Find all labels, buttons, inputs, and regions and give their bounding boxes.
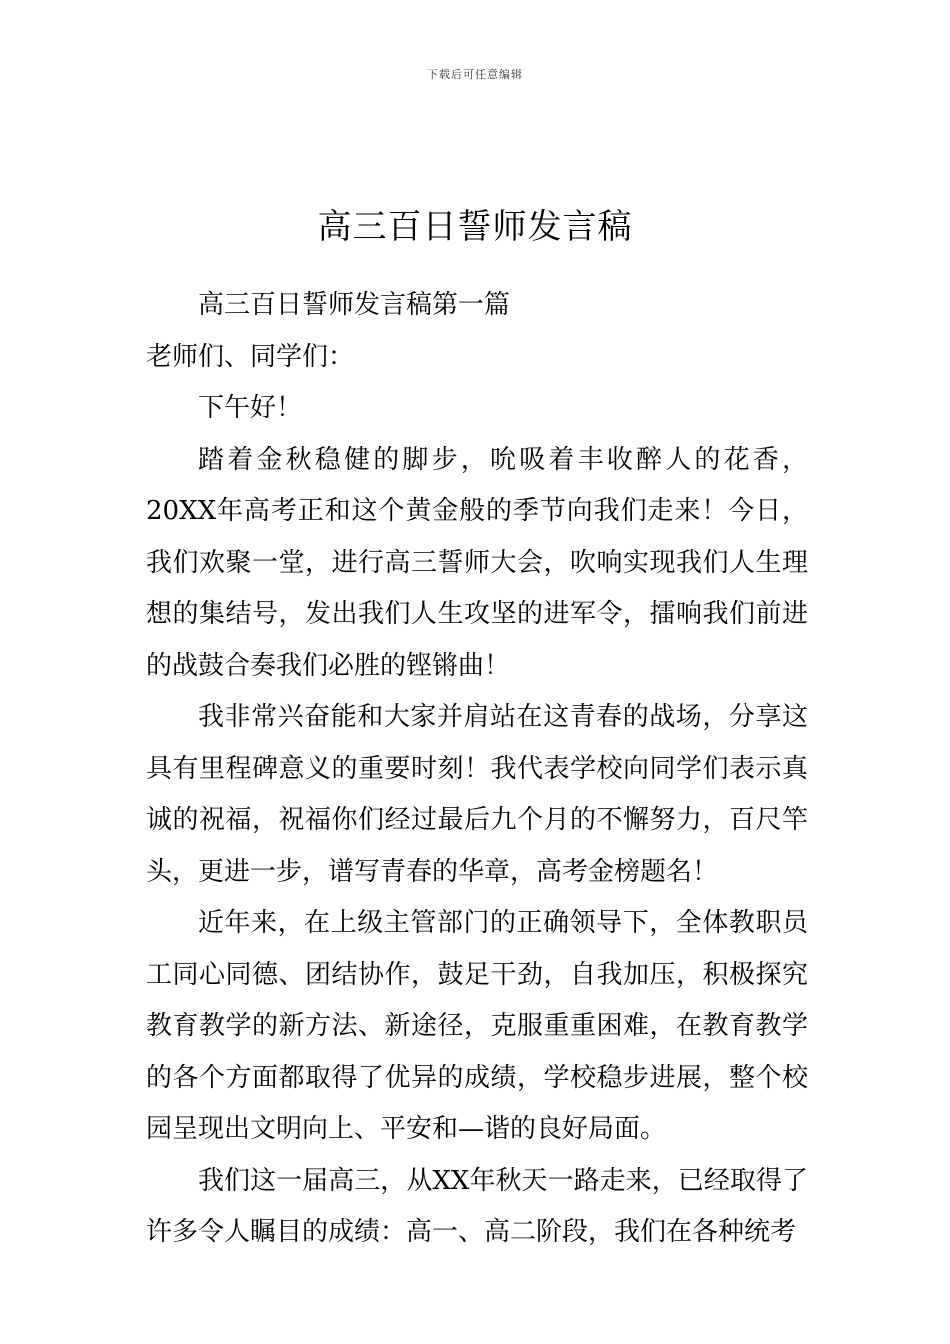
- body-paragraph: 踏着金秋稳健的脚步，吮吸着丰收醉人的花香，20XX年高考正和这个黄金般的季节向我们走来！今日，我们欢聚一堂，进行高三誓师大会，吹响实现我们人生理想的集结号，发出我们人生攻坚的进军令，擂响我们前进的战鼓合奏我们必胜的铿锵曲！: [146, 444, 808, 681]
- body-paragraph: 我们这一届高三，从XX年秋天一路走来，已经取得了许多令人瞩目的成绩：高一、高二阶段，我们在各种统考: [146, 1165, 808, 1247]
- salutation: 老师们、同学们：: [146, 341, 355, 372]
- header-note: 下载后可任意编辑: [427, 68, 523, 81]
- body-paragraph: 近年来，在上级主管部门的正确领导下，全体教职员工同心同德、团结协作，鼓足干劲，自我加压，积极探究教育教学的新方法、新途径，克服重重困难，在教育教学的各个方面都取得了优异的成绩，学校稳步进展，整个校园呈现出文明向上、平安和—谐的良好局面。: [146, 908, 808, 1144]
- greeting: 下午好！: [198, 393, 303, 423]
- section-heading: 高三百日誓师发言稿第一篇: [198, 290, 511, 320]
- body-paragraph: 我非常兴奋能和大家并肩站在这青春的战场，分享这具有里程碑意义的重要时刻！我代表学校向同学们表示真诚的祝福，祝福你们经过最后九个月的不懈努力，百尺竿头，更进一步，谱写青春的华章，高考金榜题名！: [146, 702, 808, 887]
- document-body: [146, 280, 808, 1259]
- document-title: 高三百日誓师发言稿: [317, 206, 633, 247]
